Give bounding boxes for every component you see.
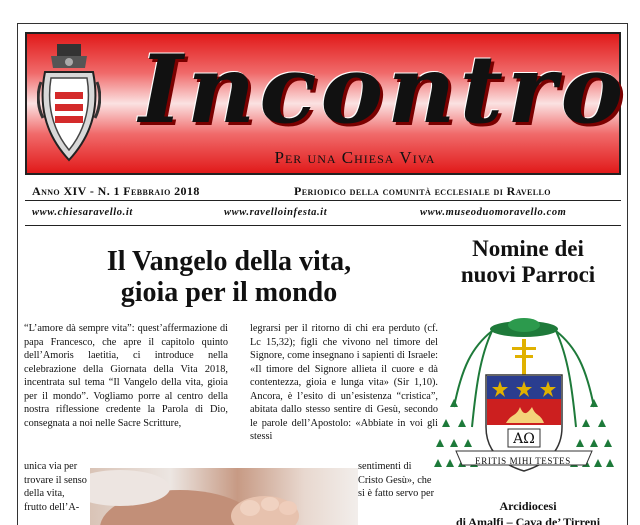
headline-line: gioia per il mondo xyxy=(120,277,338,308)
article-column-1-wrap: unica via per trovare il senso della vita, frutto dell’A- xyxy=(24,461,87,513)
newsletter-page xyxy=(17,23,628,525)
archdiocese-line: Arcidiocesi xyxy=(499,499,557,513)
archdiocese-caption xyxy=(433,498,623,525)
article-headline xyxy=(46,246,412,308)
article-column-2: legrarsi per il ritorno di chi era perduto (cf. Lc 15,32); figli che vivono nel timore del Signore, come insegnano i sapienti di Israele: «Il timore del Signore allieta il cuore e dà contentezza, gioia e lunga vita» (Sir 1,10). Ancora, è l’esito di un’esistenza “cristica”, abitata dallo stesso sentire di Gesù, secondo le parole dell’Apostolo: «Abbiate in voi gli stessi xyxy=(250,323,438,442)
coat-of-arms-motto: ERITIS MIHI TESTES xyxy=(475,456,571,466)
article-photo-hands xyxy=(90,468,358,525)
sidebar-title-line: nuovi Parroci xyxy=(460,262,596,287)
shield-alpha-omega: ΑΩ xyxy=(513,431,535,447)
masthead-banner xyxy=(25,32,628,175)
sidebar-title-line: Nomine dei xyxy=(472,236,584,261)
newsletter-subtitle: Per una Chiesa Viva xyxy=(274,148,436,167)
hands-photo-icon xyxy=(90,468,358,525)
periodical-info: Periodico della comunità ecclesiale di Ravello xyxy=(294,184,551,198)
article-column-2-wrap: sentimenti di Cristo Gesù», che si è fatto servo per xyxy=(358,461,435,499)
sidebar-title xyxy=(433,236,623,288)
divider xyxy=(25,225,621,226)
website-link-chiesa[interactable]: www.chiesaravello.it xyxy=(32,207,133,218)
article-column-1: “L’amore dà sempre vita”: quest’affermazione di papa Francesco, che apre il capitolo quinto dell’Amoris laetitia, ci introduce nella celebrazione della Giornata della Vita 2018, incentrata sul tema “Il Vangelo della vita, gioia per il mondo”. Vogliamo porre al centro della nostra riflessione credente la Parola di Dio, consegnata a noi nelle Sacre Scritture, xyxy=(24,323,228,429)
newsletter-title: Incontro xyxy=(139,35,628,145)
divider xyxy=(25,200,621,201)
headline-line: Il Vangelo della vita, xyxy=(106,246,352,277)
website-link-museo[interactable]: www.museoduomoravello.com xyxy=(420,207,567,218)
website-link-infesta[interactable]: www.ravelloinfesta.it xyxy=(224,207,328,218)
archbishop-coat-of-arms-icon xyxy=(432,317,616,507)
issue-info: Anno XIV - N. 1 Febbraio 2018 xyxy=(32,184,200,198)
archdiocese-line: di Amalfi – Cava de’ Tirreni xyxy=(455,515,601,525)
